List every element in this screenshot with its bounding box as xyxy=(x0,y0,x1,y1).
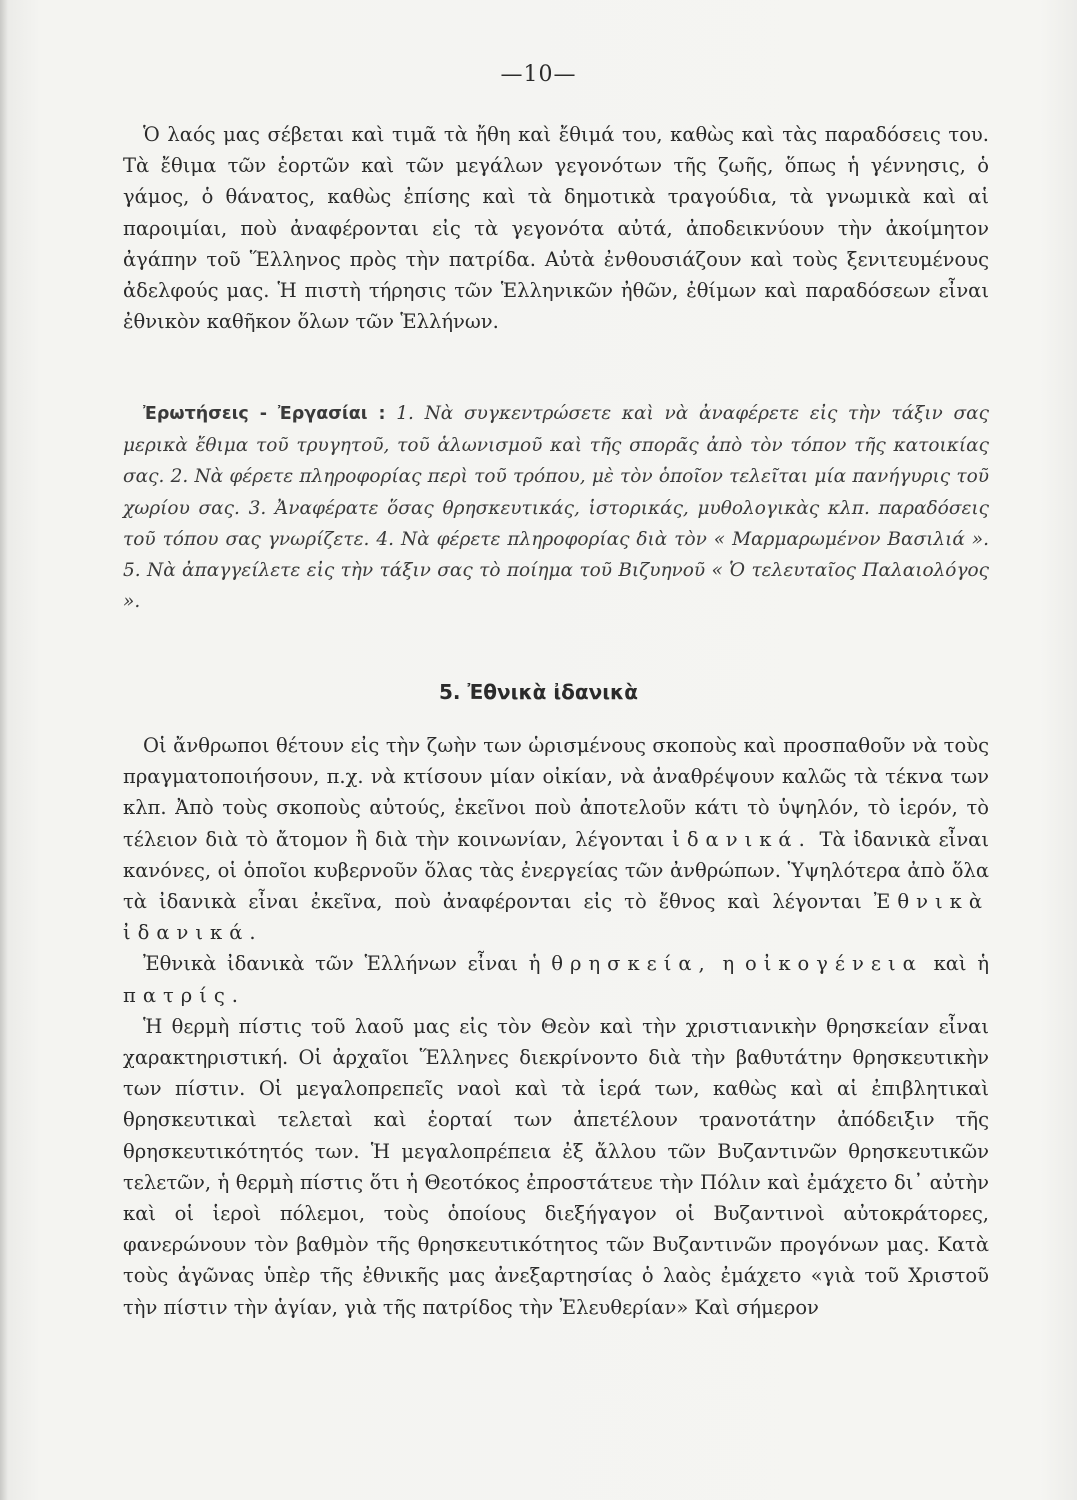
p2-text-b: η xyxy=(722,952,735,976)
section-body xyxy=(123,730,989,1323)
section-paragraph-3: Ἡ θερμὴ πίστις τοῦ λαοῦ μας εἰς τὸν Θεὸν καὶ τὴν χριστιανικὴν θρησκείαν εἶναι χαρακτηριστική. Οἱ ἀρχαῖοι Ἕλληνες διεκρίνοντο διὰ τὴν βαθυτάτην θρησκευτικὴν των πίστιν. Οἱ μεγαλοπρεπεῖς ναοὶ καὶ τὰ ἱερά των, καθὼς καὶ αἱ ἐπιβλητικαὶ θρησκευτικαὶ τελεταὶ καὶ ἑορταί των ἀπετέλουν τρανοτάτην ἀπόδειξιν τῆς θρησκευτικότητός των. Ἡ μεγαλοπρέπεια ἐξ ἄλλου τῶν Βυζαντινῶν θρησκευτικῶν τελετῶν, ἡ θερμὴ πίστις ὅτι ἡ Θεοτόκος ἐπροστάτευε τὴν Πόλιν καὶ ἐμάχετο δι᾽ αὐτὴν καὶ οἱ ἱεροὶ πόλεμοι, τοὺς ὁποίους διεξήγαγον οἱ Βυζαντινοὶ αὐτοκράτορες, φανερώνουν τὸν βαθμὸν τῆς θρησκευτικότητος τῶν Βυζαντινῶν προγόνων μας. Κατὰ τοὺς ἀγῶνας ὑπὲρ τῆς ἐθνικῆς μας ἀνεξαρτησίας ὁ λαὸς ἐμάχετο «γιὰ τοῦ Χριστοῦ τὴν πίστιν τὴν ἁγίαν, γιὰ τῆς πατρίδος τὴν Ἐλευθερίαν» Καὶ σήμερον xyxy=(123,1014,989,1319)
term-oikogeneia: οἰκογένεια xyxy=(744,952,923,976)
term-idanika: ἰδανικά. xyxy=(672,827,812,851)
page-number: —10— xyxy=(500,62,577,87)
term-patris: πατρίς. xyxy=(123,983,246,1007)
intro-paragraph: Ὁ λαός μας σέβεται καὶ τιμᾶ τὰ ἤθη καὶ ἔθιμά του, καθὼς καὶ τὰς παραδόσεις του. Τὰ ἔθιμα τῶν ἑορτῶν καὶ τῶν μεγάλων γεγονότων τῆς ζωῆς, ὅπως ἡ γέννησις, ὁ γάμος, ὁ θάνατος, καθὼς ἐπίσης καὶ τὰ δημοτικὰ τραγούδια, τὰ γνωμικὰ καὶ αἱ παροιμίαι, ποὺ ἀναφέρονται εἰς τὰ γεγονότα αὐτά, ἀποδεικνύουν τὴν ἀκοίμητον ἀγάπην τοῦ Ἕλληνος πρὸς τὴν πατρίδα. Αὐτὰ ἐνθουσιάζουν καὶ τοὺς ξενιτευμένους ἀδελφούς μας. Ἡ πιστὴ τήρησις τῶν Ἑλληνικῶν ἠθῶν, ἐθίμων καὶ παραδόσεων εἶναι ἐθνικὸν καθῆκον ὅλων τῶν Ἑλλήνων. xyxy=(123,123,989,334)
intro-block xyxy=(123,119,989,337)
section-paragraph-1 xyxy=(123,730,989,948)
p2-text-c: καὶ ἡ xyxy=(933,952,990,976)
term-thriskeia: θρησκεία, xyxy=(551,952,712,976)
exercises-block xyxy=(123,398,989,617)
term-ethnika-idanika: Ἐθνικὰ ἰδανικά. xyxy=(123,890,989,945)
p2-text-a: Ἐθνικὰ ἰδανικὰ τῶν Ἑλλήνων εἶναι ἡ xyxy=(143,952,541,976)
exercises-text: 1. Νὰ συγκεντρώσετε καὶ νὰ ἀναφέρετε εἰς τὴν τάξιν σας μερικὰ ἔθιμα τοῦ τρυγητοῦ, τοῦ ἁλωνισμοῦ καὶ τῆς σπορᾶς ἀπὸ τὸν τόπον τῆς κατοικίας σας. 2. Νὰ φέρετε πληροφορίας περὶ τοῦ τρόπου, μὲ τὸν ὁποῖον τελεῖται μία πανήγυρις τοῦ χωρίου σας. 3. Ἀναφέρατε ὅσας θρησκευτικάς, ἱστορικάς, μυθολογικὰς κλπ. παραδόσεις τοῦ τόπου σας γνωρίζετε. 4. Νὰ φέρετε πληροφορίας διὰ τὸν « Μαρμαρωμένον Βασιλιά ». 5. Νὰ ἀπαγγείλετε εἰς τὴν τάξιν σας τὸ ποίημα τοῦ Βιζυηνοῦ « Ὁ τελευταῖος Παλαιολόγος ». xyxy=(123,403,989,613)
page-edge-shadow xyxy=(0,0,8,1500)
p1-text-b: Τὰ ἰδανικὰ εἶναι κανόνες, οἱ ὁποῖοι κυβερνοῦν ὅλας τὰς ἐνεργείας τῶν ἀνθρώπων. Ὑψηλότερα ἀπὸ ὅλα τὰ ἰδανικὰ εἶναι ἐκεῖνα, ποὺ ἀναφέρονται εἰς τὸ ἔθνος καὶ λέγονται xyxy=(123,827,989,914)
exercises-paragraph xyxy=(123,398,989,617)
section-heading: 5. Ἐθνικὰ ἰδανικὰ xyxy=(438,680,638,704)
p1-text-a: Οἱ ἄνθρωποι θέτουν εἰς τὴν ζωὴν των ὡρισμένους σκοποὺς καὶ προσπαθοῦν νὰ τοὺς πραγματοποιήσουν, π.χ. νὰ κτίσουν μίαν οἰκίαν, νὰ ἀναθρέψουν καλῶς τὰ τέκνα των κλπ. Ἀπὸ τοὺς σκοποὺς αὐτούς, ἐκεῖνοι ποὺ ἀποτελοῦν κάτι τὸ ὑψηλόν, τὸ ἱερόν, τὸ τέλειον διὰ τὸ ἄτομον ἢ διὰ τὴν κοινωνίαν, λέγονται xyxy=(123,734,989,851)
exercises-lead: Ἐρωτήσεις - Ἐργασίαι : xyxy=(143,404,386,424)
section-paragraph-2 xyxy=(123,948,989,1010)
